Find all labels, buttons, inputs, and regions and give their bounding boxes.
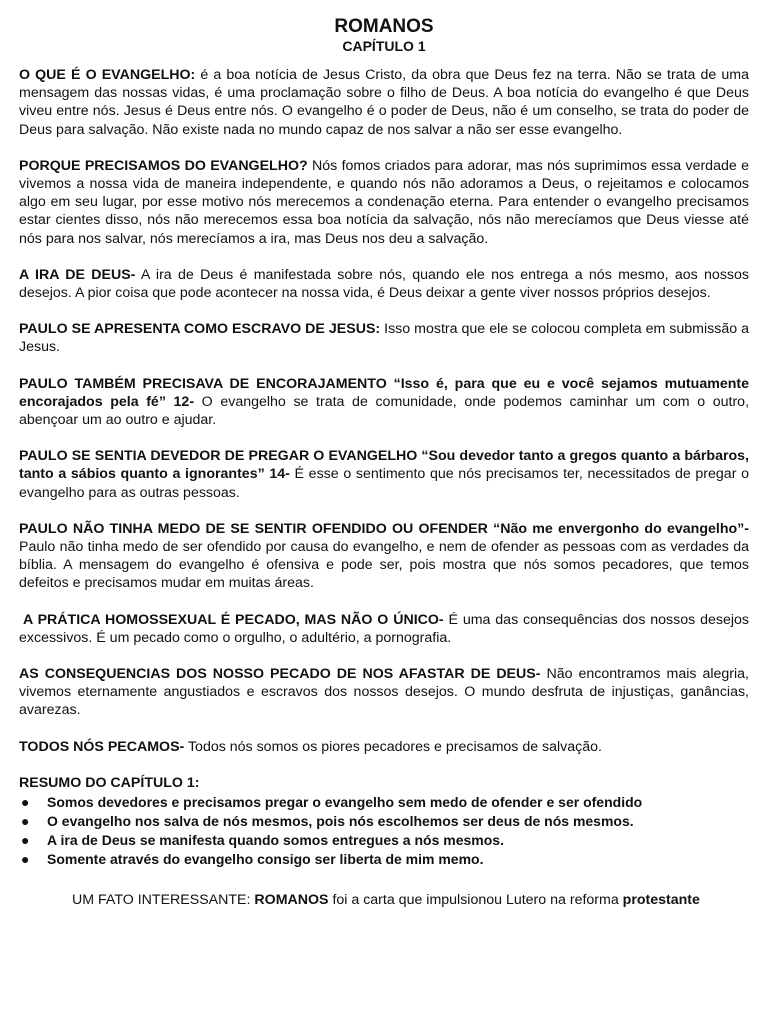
section-text: Todos nós somos os piores pecadores e precisamos de salvação. bbox=[184, 738, 602, 755]
section-text: É uma das consequências dos nossos desejos excessivos. É um pecado como o orgulho, o adultério, a pornografia. bbox=[19, 611, 749, 646]
summary-heading: RESUMO DO CAPÍTULO 1: bbox=[19, 774, 200, 791]
summary-item bbox=[19, 812, 749, 831]
bullet-icon: ● bbox=[21, 812, 30, 829]
section-text: é a boa notícia de Jesus Cristo, da obra que Deus fez na terra. Não se trata de uma mensagem das nossas vidas, é uma proclamação sobre o filho de Deus. A boa notícia do evangelho é que Deus viveu entre nós. Jesus é Deus entre nós. O evangelho é o poder de Deus, não é um conselho, se trata do poder de Deus para salvação. Não existe nada no mundo capaz de nos salvar a não ser esse evangelho. bbox=[19, 67, 750, 138]
section-why-we-need-gospel bbox=[19, 157, 749, 248]
section-paul-slave-of-jesus bbox=[19, 320, 749, 356]
summary-item bbox=[19, 793, 749, 812]
chapter-subtitle: CAPÍTULO 1 bbox=[342, 38, 426, 54]
section-heading: A PRÁTICA HOMOSSEXUAL É PECADO, MAS NÃO O ÚNICO- bbox=[23, 611, 444, 628]
section-paul-not-ashamed bbox=[19, 520, 749, 593]
section-text: O evangelho se trata de comunidade, onde podemos caminhar um com o outro, abençoar um ao outro e ajudar. bbox=[19, 393, 750, 429]
section-text: Não encontramos mais alegria, vivemos eternamente angustiados e escravos dos nossos desejos. O mundo desfruta de injustiças, ganâncias, avarezas. bbox=[19, 666, 749, 719]
section-heading: PAULO TAMBÉM PRECISAVA DE ENCORAJAMENTO “Isso é, para que eu e você sejamos mutuamente encorajados pela fé” 12- bbox=[19, 375, 749, 410]
section-heading: A IRA DE DEUS- bbox=[19, 266, 136, 283]
section-heading: PAULO SE SENTIA DEVEDOR DE PREGAR O EVANGELHO “Sou devedor tanto a gregos quanto a bárbaros, tanto a sábios quanto a ignorantes” 14- bbox=[19, 448, 749, 483]
summary-item-text: Somente através do evangelho consigo ser liberta de mim memo. bbox=[47, 850, 484, 867]
section-heading: O QUE É O EVANGELHO: bbox=[19, 67, 196, 83]
section-heading: PORQUE PRECISAMOS DO EVANGELHO? bbox=[19, 157, 308, 174]
section-paul-encouragement bbox=[19, 375, 749, 430]
bullet-icon: ● bbox=[21, 793, 30, 810]
summary-item bbox=[19, 850, 749, 869]
section-paul-debtor bbox=[19, 447, 749, 502]
section-heading: PAULO SE APRESENTA COMO ESCRAVO DE JESUS: bbox=[19, 321, 381, 338]
section-consequences bbox=[19, 665, 749, 720]
section-what-is-gospel bbox=[19, 66, 749, 139]
section-practice-sin bbox=[19, 611, 749, 647]
summary-item-text: A ira de Deus se manifesta quando somos entregues a nós mesmos. bbox=[47, 831, 504, 848]
section-text: Nós fomos criados para adorar, mas nós suprimimos essa verdade e vivemos a nossa vida de maneira independente, e quando nós não adoramos a Deus, o rejeitamos e colocamos algo em seu lugar, por esse motivo nós merecemos a condenação eterna. Para entender o evangelho precisamos estar cientes disso, nós não merecemos essa boa notícia da salvação, nós não merecíamos que Deus viesse até nós para nos salvar, nós merecíamos a ira, mas Deus nos deu a salvação. bbox=[19, 157, 749, 247]
bullet-icon: ● bbox=[21, 831, 30, 848]
footer-prefix: UM FATO INTERESSANTE: bbox=[72, 891, 255, 908]
section-heading: AS CONSEQUENCIAS DOS NOSSO PECADO DE NOS AFASTAR DE DEUS- bbox=[19, 666, 541, 683]
section-wrath-of-god bbox=[19, 266, 749, 302]
summary-item-text: O evangelho nos salva de nós mesmos, pois nós escolhemos ser deus de nós mesmos. bbox=[47, 812, 634, 829]
summary-item bbox=[19, 831, 749, 850]
summary-list bbox=[19, 793, 749, 869]
bullet-icon: ● bbox=[21, 850, 30, 867]
section-heading: PAULO NÃO TINHA MEDO DE SE SENTIR OFENDIDO OU OFENDER “Não me envergonho do evangelho”- bbox=[19, 520, 749, 537]
section-text: A ira de Deus é manifestada sobre nós, quando ele nos entrega a nós mesmo, aos nossos desejos. A pior coisa que pode acontecer na nossa vida, é Deus deixar a gente viver nossos próprios desejos. bbox=[19, 266, 749, 302]
section-text: É esse o sentimento que nós precisamos ter, necessitados de pregar o evangelho para as outras pessoas. bbox=[19, 466, 749, 501]
section-text: Paulo não tinha medo de ser ofendido por causa do evangelho, e nem de ofender as pessoas com as verdades da bíblia. A mensagem do evangelho é ofensiva e pode ser, pois mostra que nós somos pecadores, que temos defeitos e precisamos mudar em muitas áreas. bbox=[19, 539, 749, 592]
document-title: ROMANOS bbox=[334, 16, 434, 37]
footer-protestant: protestante bbox=[622, 891, 700, 908]
footer-middle: foi a carta que impulsionou Lutero na reforma bbox=[328, 891, 623, 908]
footer-book-name: ROMANOS bbox=[254, 891, 329, 908]
section-text: Isso mostra que ele se colocou completa em submissão a Jesus. bbox=[19, 321, 750, 356]
section-all-have-sinned bbox=[19, 738, 749, 756]
interesting-fact-footer bbox=[19, 891, 749, 909]
summary-item-text: Somos devedores e precisamos pregar o evangelho sem medo de ofender e ser ofendido bbox=[47, 793, 643, 810]
section-heading: TODOS NÓS PECAMOS- bbox=[19, 738, 185, 755]
